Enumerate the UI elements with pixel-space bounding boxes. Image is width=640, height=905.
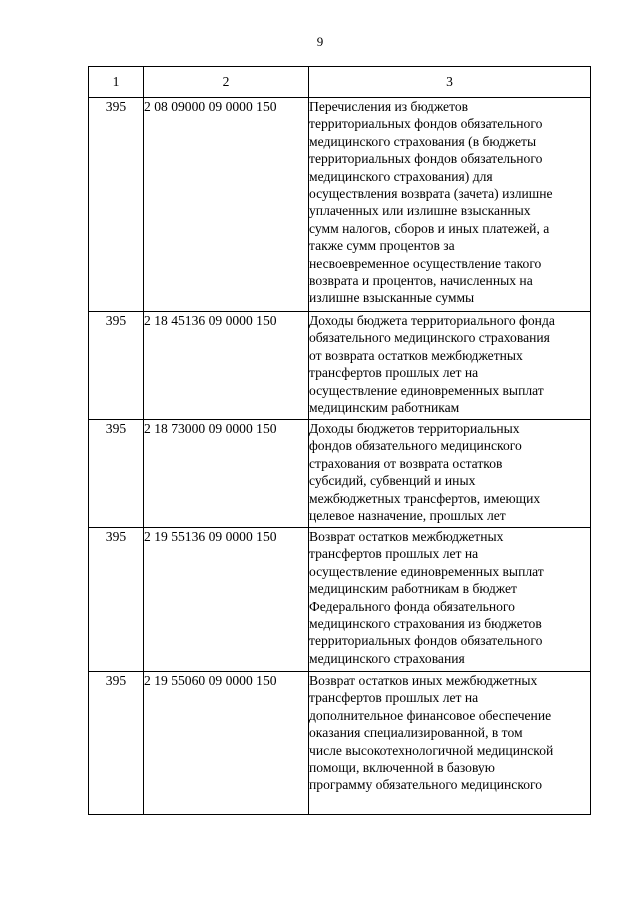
description-line: Возврат остатков иных межбюджетных xyxy=(309,673,538,688)
description-line: целевое назначение, прошлых лет xyxy=(309,508,506,524)
budget-code-cell: 2 18 45136 09 0000 150 xyxy=(144,312,309,420)
description-cell xyxy=(309,420,591,528)
budget-code-cell: 2 18 73000 09 0000 150 xyxy=(144,420,309,528)
table-row xyxy=(89,672,591,815)
description-cell xyxy=(309,528,591,672)
description-cell xyxy=(309,672,591,815)
header-col-3: 3 xyxy=(309,67,591,98)
description-line: страхования от возврата остатков xyxy=(309,455,503,471)
header-col-1: 1 xyxy=(89,67,144,98)
description-line: медицинского страхования из бюджетов xyxy=(309,616,542,632)
admin-code-cell: 395 xyxy=(89,312,144,420)
description-cell xyxy=(309,312,591,420)
description-line: медицинского страхования) для xyxy=(309,168,493,184)
table-row xyxy=(89,98,591,312)
description-line: медицинского страхования xyxy=(309,650,465,666)
description-line: Перечисления из бюджетов xyxy=(309,99,469,114)
description-line: уплаченных или излишне взысканных xyxy=(309,203,531,219)
description-line: помощи, включенной в базовую xyxy=(309,760,495,776)
budget-code-cell: 2 19 55136 09 0000 150 xyxy=(144,528,309,672)
table-header-row xyxy=(89,67,591,98)
description-line: сумм налогов, сборов и иных платежей, а xyxy=(309,220,550,236)
description-line: фондов обязательного медицинского xyxy=(309,438,522,454)
description-line: Доходы бюджетов территориальных xyxy=(309,421,520,436)
budget-codes-table xyxy=(88,66,591,815)
description-line: медицинского страхования (в бюджеты xyxy=(309,133,537,149)
description-line: программу обязательного медицинского xyxy=(309,777,543,793)
description-line: несвоевременное осуществление такого xyxy=(309,255,542,271)
description-line: осуществление единовременных выплат xyxy=(309,563,544,579)
description-line: излишне взысканные суммы xyxy=(309,290,475,306)
description-line: числе высокотехнологичной медицинской xyxy=(309,742,554,758)
description-line: территориальных фондов обязательного xyxy=(309,633,543,649)
budget-code-cell: 2 08 09000 09 0000 150 xyxy=(144,98,309,312)
description-line: дополнительное финансовое обеспечение xyxy=(309,707,552,723)
description-line: медицинским работникам в бюджет xyxy=(309,581,517,597)
description-line: также сумм процентов за xyxy=(309,238,455,254)
description-cell xyxy=(309,98,591,312)
description-line: медицинским работникам xyxy=(309,400,460,416)
admin-code-cell: 395 xyxy=(89,528,144,672)
description-line: оказания специализированной, в том xyxy=(309,725,523,741)
description-line: Возврат остатков межбюджетных xyxy=(309,529,504,544)
admin-code-cell: 395 xyxy=(89,420,144,528)
description-line: Доходы бюджета территориального фонда xyxy=(309,313,555,328)
description-line: территориальных фондов обязательного xyxy=(309,151,543,167)
admin-code-cell: 395 xyxy=(89,672,144,815)
description-line: межбюджетных трансфертов, имеющих xyxy=(309,490,541,506)
description-line: территориальных фондов обязательного xyxy=(309,116,543,132)
description-line: от возврата остатков межбюджетных xyxy=(309,347,523,363)
description-line: осуществления возврата (зачета) излишне xyxy=(309,186,553,202)
budget-code-cell: 2 19 55060 09 0000 150 xyxy=(144,672,309,815)
table-row xyxy=(89,528,591,672)
description-line: трансфертов прошлых лет на xyxy=(309,690,479,706)
description-line: Федерального фонда обязательного xyxy=(309,598,515,614)
page-number: 9 xyxy=(316,34,324,49)
header-col-2: 2 xyxy=(144,67,309,98)
description-line: обязательного медицинского страхования xyxy=(309,330,550,346)
description-line: трансфертов прошлых лет на xyxy=(309,546,479,562)
admin-code-cell: 395 xyxy=(89,98,144,312)
table-row xyxy=(89,312,591,420)
description-line: осуществление единовременных выплат xyxy=(309,382,544,398)
description-line: возврата и процентов, начисленных на xyxy=(309,273,533,289)
description-line: субсидий, субвенций и иных xyxy=(309,473,476,489)
table-row xyxy=(89,420,591,528)
description-line: трансфертов прошлых лет на xyxy=(309,365,479,381)
